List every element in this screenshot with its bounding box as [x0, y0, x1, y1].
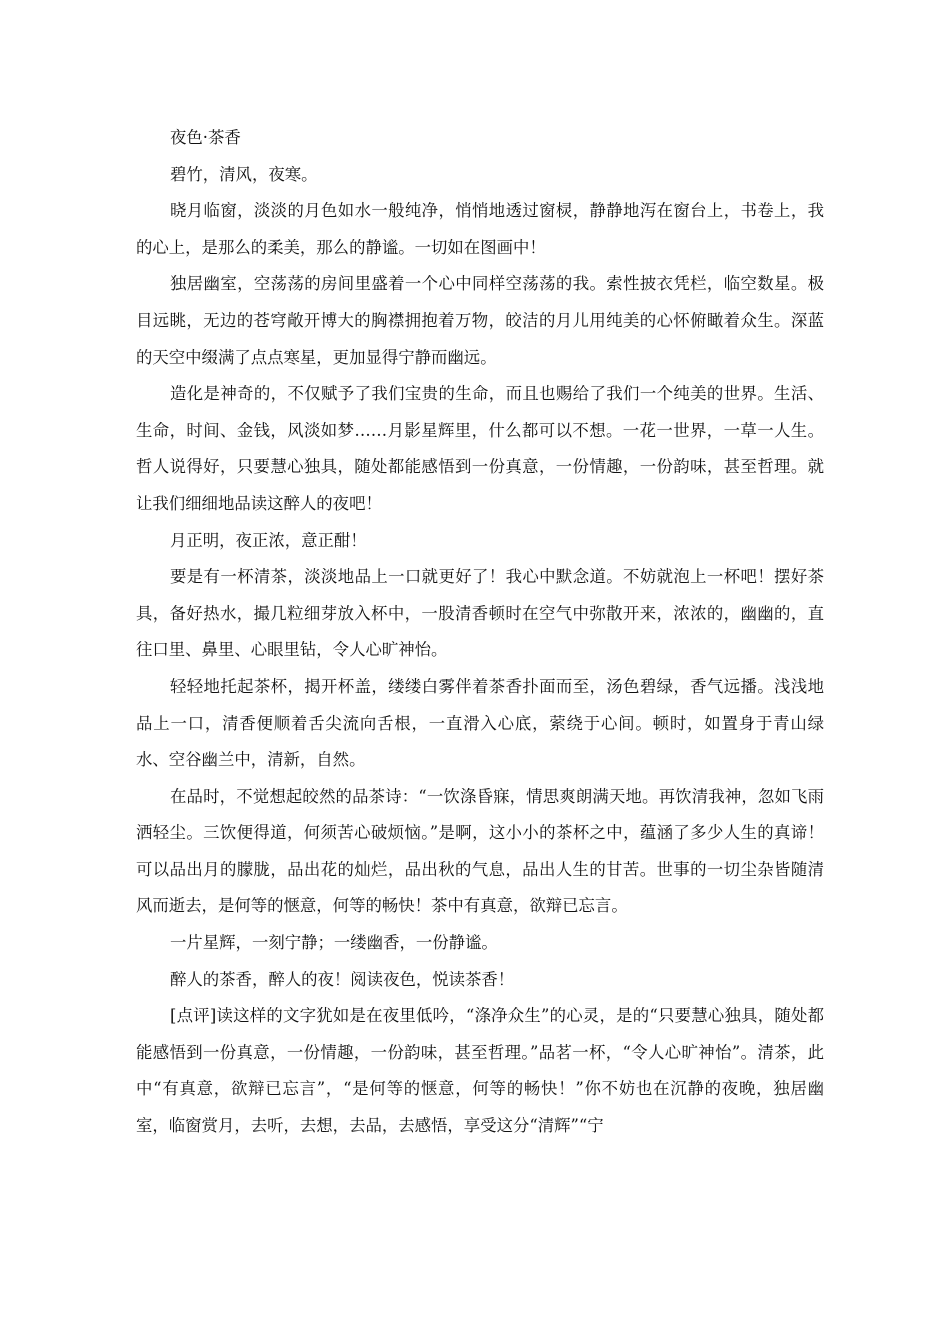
paragraph: 轻轻地托起茶杯，揭开杯盖，缕缕白雾伴着茶香扑面而至，汤色碧绿，香气远播。浅浅地品上一口，清香便顺着舌尖流向舌根，一直滑入心底，萦绕于心间。顿时，如置身于青山绿水、空谷幽兰中，清新，自然。 — [136, 676, 824, 770]
paragraph: 要是有一杯清茶，淡淡地品上一口就更好了！我心中默念道。不妨就泡上一杯吧！摆好茶具，备好热水，撮几粒细芽放入杯中，一股清香顿时在空气中弥散开来，浓浓的，幽幽的，直往口里、鼻里、心眼里钻，令人心旷神怡。 — [136, 567, 824, 660]
document-title: 夜色·茶香 — [170, 128, 241, 147]
paragraph: 独居幽室，空荡荡的房间里盛着一个心中同样空荡荡的我。索性披衣凭栏，临空数星。极目远眺，无边的苍穹敞开博大的胸襟拥抱着万物，皎洁的月儿用纯美的心怀俯瞰着众生。深蓝的天空中缀满了点点寒星，更加显得宁静而幽远。 — [136, 274, 824, 367]
paragraph: 醉人的茶香，醉人的夜！阅读夜色，悦读茶香！ — [170, 969, 515, 989]
paragraph: 碧竹，清风，夜寒。 — [170, 164, 318, 184]
paragraph: 在品时，不觉想起皎然的品茶诗：“一饮涤昏寐，情思爽朗满天地。再饮清我神，忽如飞雨洒轻尘。三饮便得道，何须苦心破烦恼。”是啊，这小小的茶杯之中，蕴涵了多少人生的真谛！可以品出月的朦胧，品出花的灿烂，品出秋的气息，品出人生的甘苦。世事的一切尘杂皆随清风而逝去，是何等的惬意，何等的畅快！茶中有真意，欲辩已忘言。 — [136, 786, 824, 916]
paragraph: 月正明，夜正浓，意正酣！ — [170, 530, 367, 550]
commentary-paragraph: [点评]读这样的文字犹如是在夜里低吟，“涤净众生”的心灵，是的“只要慧心独具，随处都能感悟到一份真意，一份情趣，一份韵味，甚至哲理。”品茗一杯，“令人心旷神怡”。清茶，此中“有真意，欲辩已忘言”，“是何等的惬意，何等的畅快！”你不妨也在沉静的夜晚，独居幽室，临窗赏月，去听，去想，去品，去感悟，享受这分“清辉”“宁 — [136, 1006, 824, 1136]
document-body — [136, 120, 824, 1145]
paragraph: 造化是神奇的，不仅赋予了我们宝贵的生命，而且也赐给了我们一个纯美的世界。生活、生命，时间、金钱，风淡如梦……月影星辉里，什么都可以不想。一花一世界，一草一人生。哲人说得好，只要慧心独具，随处都能感悟到一份真意，一份情趣，一份韵味，甚至哲理。就让我们细细地品读这醉人的夜吧！ — [136, 384, 824, 513]
paragraph: 晓月临窗，淡淡的月色如水一般纯净，悄悄地透过窗棂，静静地泻在窗台上，书卷上，我的心上，是那么的柔美，那么的静谧。一切如在图画中！ — [136, 201, 824, 257]
paragraph: 一片星辉，一刻宁静；一缕幽香，一份静谧。 — [170, 933, 498, 953]
